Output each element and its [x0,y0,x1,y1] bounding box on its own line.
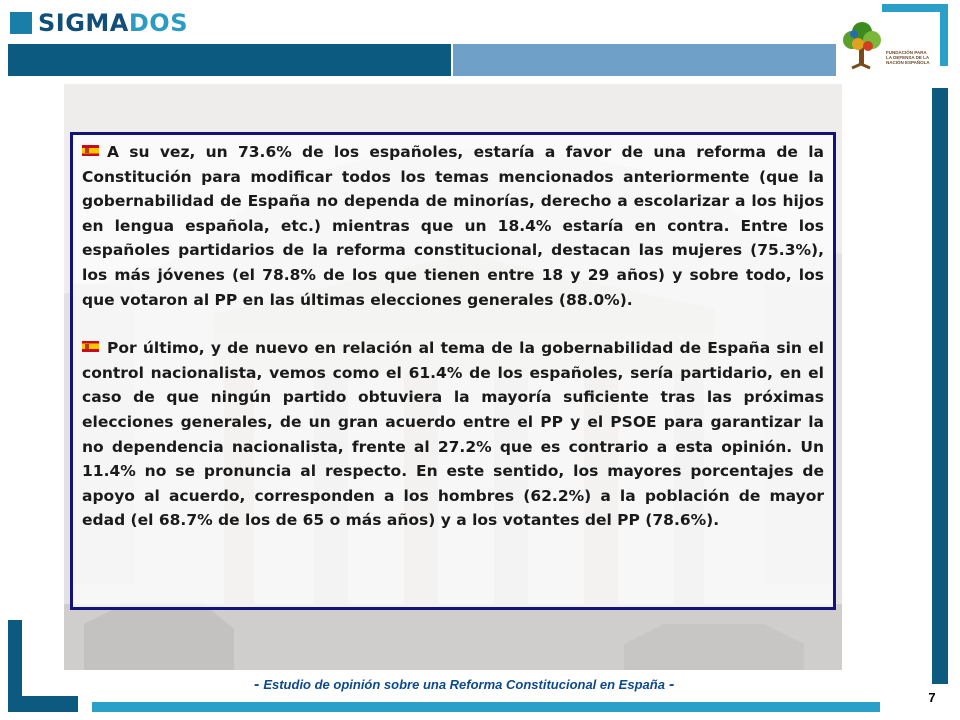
tree-logo-icon [840,18,930,74]
paragraph-1: A su vez, un 73.6% de los españoles, estaría a favor de una reforma de la Constitución para modificar todos los temas mencionados anteriormente (que la gobernabilidad de España no dependa de minorías, derecho a escolarizar a los hijos en lengua española, etc.) mientras que un 18.4% estaría en contra. Entre los españoles partidarios de la reforma constitucional, destacan las mujeres (75.3%), los más jóvenes (el 78.8% de los que tienen entre 18 y 29 años) y sobre todo, los que votaron al PP en las últimas elecciones generales (88.0%). [82,143,824,309]
paragraph-2: Por último, y de nuevo en relación al tema de la gobernabilidad de España sin el control nacionalista, vemos como el 61.4% de los españoles, sería partidario, en el caso de que ningún partido obtuviera la mayoría suficiente tras las próximas elecciones generales, de un gran acuerdo entre el PP y el PSOE para garantizar la no dependencia nacionalista, frente al 27.2% que es contrario a esta opinión. Un 11.4% no se pronuncia al respecto. En este sentido, los mayores porcentajes de apoyo al acuerdo, corresponden a los hombres (62.2%) a la población de mayor edad (el 68.7% de los de 65 o más años) y a los votantes del PP (78.6%). [82,339,824,530]
page-number: 7 [928,690,936,705]
header-bar-light [453,44,836,76]
foundation-logo [840,18,930,74]
spain-flag-bullet-icon [82,145,99,156]
corner-bracket-bottom-left-base [8,696,78,712]
sigmados-logo [10,8,188,38]
logo-text: SIGMADOS [38,9,188,37]
logo-square-icon [10,12,32,34]
spain-flag-bullet-icon [82,341,99,352]
corner-bracket-top-right-side [940,4,948,66]
footer-bar [92,702,880,712]
foundation-name: FUNDACIÓN PARA LA DEFENSA DE LA NACIÓN ESPAÑOLA [886,50,930,65]
header-bar-dark [8,44,451,76]
footer-title: - Estudio de opinión sobre una Reforma Constitucional en España - [254,676,675,693]
right-side-bar [932,88,948,684]
content-box [70,132,836,610]
corner-bracket-top-right [882,4,948,12]
